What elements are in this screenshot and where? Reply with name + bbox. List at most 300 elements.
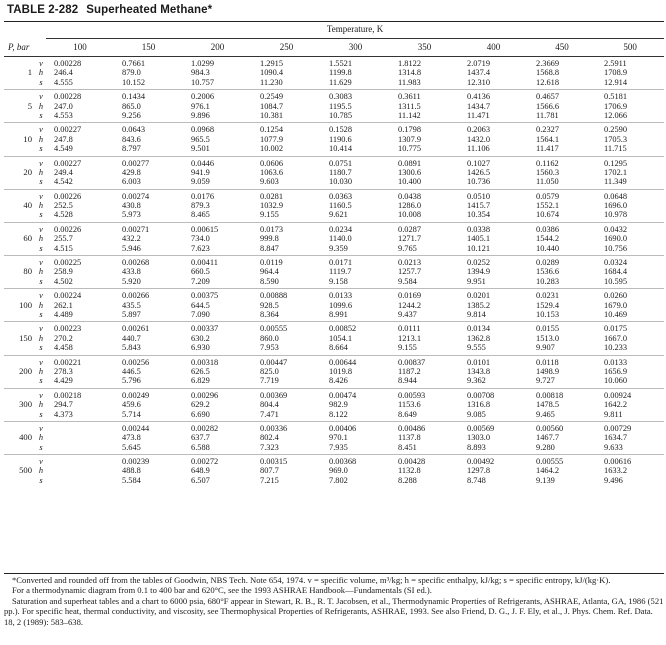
value-v: 0.00227 [54, 125, 82, 135]
value-h: 928.5 [260, 300, 279, 310]
pressure-value: 300 [19, 399, 32, 410]
table-cell [528, 289, 596, 322]
table-cell [183, 289, 252, 322]
value-s: 7.719 [260, 376, 279, 386]
value-v: 0.00218 [54, 390, 82, 400]
value-v: 0.00228 [54, 92, 82, 102]
value-v: 0.0155 [536, 324, 560, 334]
value-h: 1257.7 [398, 267, 422, 277]
value-v: 1.0299 [191, 59, 215, 68]
value-v: 0.5181 [604, 92, 628, 102]
value-v: 0.0606 [260, 158, 284, 168]
value-h: 1705.3 [604, 134, 628, 144]
table-cell [528, 90, 596, 123]
value-h: 879.3 [191, 201, 210, 211]
table-cell [528, 256, 596, 289]
value-v: 0.00368 [329, 457, 357, 467]
value-v: 0.0231 [536, 291, 560, 301]
table-cell [252, 189, 321, 222]
value-h: 459.6 [122, 400, 141, 410]
value-s: 11.106 [467, 144, 490, 154]
table-cell [114, 355, 183, 388]
table-cell [390, 322, 459, 355]
table-cell [459, 256, 528, 289]
table-cell [46, 222, 114, 255]
table-cell [390, 388, 459, 421]
pressure-block [4, 189, 664, 222]
value-h: 430.8 [122, 201, 141, 211]
pressure-value: 60 [23, 233, 32, 244]
table-cell [46, 189, 114, 222]
value-v: 0.4657 [536, 92, 560, 102]
value-v: 0.00492 [467, 457, 495, 467]
value-v: 0.00555 [260, 324, 288, 334]
value-h: 825.0 [260, 366, 279, 376]
value-s: 11.715 [604, 144, 627, 154]
value-s: 8.748 [467, 475, 486, 485]
value-h: 1464.2 [536, 466, 560, 476]
value-h: 982.9 [329, 400, 348, 410]
pressure-block [4, 156, 664, 189]
value-h: 865.0 [122, 101, 141, 111]
value-v: 0.00569 [467, 423, 495, 433]
value-v: 0.00256 [122, 357, 150, 367]
value-h: 648.9 [191, 466, 210, 476]
table-cell [390, 57, 459, 90]
value-s: 6.507 [191, 475, 210, 485]
value-s: 8.991 [329, 309, 348, 319]
value-s: 5.946 [122, 243, 141, 253]
value-s: 10.440 [536, 243, 560, 253]
table-cell [252, 289, 321, 322]
table-cell [183, 189, 252, 222]
table-cell [321, 189, 390, 222]
value-s: 9.085 [467, 409, 486, 419]
table-cell [596, 289, 664, 322]
value-h: 1708.9 [604, 68, 628, 78]
value-v: 0.00708 [467, 390, 495, 400]
value-v: 1.2915 [260, 59, 284, 68]
value-s: 8.664 [329, 343, 348, 353]
value-h: 258.9 [54, 267, 73, 277]
value-h: 1667.0 [604, 333, 628, 343]
value-v: 0.0643 [122, 125, 146, 135]
value-h: 1394.9 [467, 267, 491, 277]
value-h: 1195.5 [329, 101, 352, 111]
value-v: 0.0510 [467, 191, 491, 201]
value-h: 1090.4 [260, 68, 284, 78]
table-cell [114, 57, 183, 90]
value-s: 10.121 [467, 243, 491, 253]
value-s: 5.920 [122, 276, 141, 286]
table-cell [114, 123, 183, 156]
value-h: 1199.8 [329, 68, 352, 78]
value-h: 432.2 [122, 234, 141, 244]
value-h: 1132.8 [398, 466, 421, 476]
value-h: 879.0 [122, 68, 141, 78]
pressure-block [4, 388, 664, 421]
value-h: 440.7 [122, 333, 141, 343]
value-h: 1568.8 [536, 68, 560, 78]
table-cell [459, 355, 528, 388]
table-title [7, 4, 212, 16]
value-v: 0.2006 [191, 92, 215, 102]
value-s: 10.756 [604, 243, 628, 253]
pressure-value: 200 [19, 365, 32, 376]
value-s: 10.674 [536, 210, 560, 220]
value-v: 0.00268 [122, 258, 150, 268]
value-s: 9.362 [467, 376, 486, 386]
table-cell [183, 355, 252, 388]
table-cell [459, 455, 528, 488]
value-h: 1467.7 [536, 433, 560, 443]
value-s: 9.155 [260, 210, 279, 220]
value-s: 7.090 [191, 309, 210, 319]
temperature-header: 250 [252, 39, 321, 57]
table-cell [114, 90, 183, 123]
pressure-block [4, 222, 664, 255]
value-s: 4.542 [54, 177, 73, 187]
table-cell [46, 57, 114, 90]
table-cell [596, 421, 664, 454]
value-h: 1303.0 [467, 433, 491, 443]
table-cell [528, 388, 596, 421]
value-s: 9.907 [536, 343, 555, 353]
pressure-value: 5 [27, 100, 32, 111]
value-s: 9.555 [467, 343, 486, 353]
table-cell [46, 256, 114, 289]
value-v: 0.0363 [329, 191, 353, 201]
property-symbols: v h s [38, 158, 44, 187]
table-cell [390, 421, 459, 454]
value-s: 5.714 [122, 409, 141, 419]
value-v: 0.00818 [536, 390, 564, 400]
table-cell [321, 123, 390, 156]
value-s: 10.978 [604, 210, 628, 220]
table-cell [528, 222, 596, 255]
value-h: 1633.2 [604, 466, 628, 476]
value-s: 6.588 [191, 442, 210, 452]
value-s: 4.553 [54, 110, 73, 120]
value-v: 0.00428 [398, 457, 426, 467]
value-v: 0.0432 [604, 224, 628, 234]
value-s: 10.060 [604, 376, 628, 386]
property-symbols: v h s [38, 457, 44, 485]
value-s: 10.785 [329, 110, 353, 120]
value-v: 0.00644 [329, 357, 357, 367]
value-s: 9.584 [398, 276, 417, 286]
value-s: 4.373 [54, 409, 73, 419]
value-h: 965.5 [191, 134, 210, 144]
value-h: 976.1 [191, 101, 210, 111]
value-v: 0.0213 [398, 258, 422, 268]
value-h: 629.2 [191, 400, 210, 410]
value-v: 0.0338 [467, 224, 491, 234]
value-s: 8.893 [467, 442, 486, 452]
value-s: 8.590 [260, 276, 279, 286]
value-s: 9.496 [604, 475, 623, 485]
value-v: 2.0719 [467, 59, 491, 68]
table-cell [114, 289, 183, 322]
value-s: 4.489 [54, 309, 73, 319]
value-s: 4.528 [54, 210, 73, 220]
value-s: 9.437 [398, 309, 417, 319]
pressure-value: 150 [19, 332, 32, 343]
value-h: 644.5 [191, 300, 210, 310]
value-v: 0.2063 [467, 125, 491, 135]
value-s: 6.930 [191, 343, 210, 353]
table-cell [46, 156, 114, 189]
value-s: 10.757 [191, 77, 215, 87]
table-name: Superheated Methane* [86, 4, 213, 16]
value-s [54, 443, 113, 452]
pressure-value: 100 [19, 299, 32, 310]
pressure-value: 1 [27, 67, 32, 78]
table-cell [114, 189, 183, 222]
table-cell [183, 388, 252, 421]
value-s: 5.843 [122, 343, 141, 353]
footnote: For a thermodynamic diagram from 0.1 to 400 bar and 620°C, see the 1993 ASHRAE Handbook—Fundamentals (SI ed.). [12, 585, 432, 596]
value-v: 0.1434 [122, 92, 146, 102]
pressure-value: 40 [23, 200, 32, 211]
value-v: 0.00729 [604, 423, 632, 433]
value-h: 630.2 [191, 333, 210, 343]
value-h: 1684.4 [604, 267, 628, 277]
value-s: 6.690 [191, 409, 210, 419]
table-cell [321, 222, 390, 255]
value-v: 0.00318 [191, 357, 219, 367]
table-cell [390, 90, 459, 123]
value-s: 9.158 [329, 276, 348, 286]
value-s: 8.649 [398, 409, 417, 419]
value-v: 0.00406 [329, 423, 357, 433]
value-s: 9.256 [122, 110, 141, 120]
value-h: 1560.3 [536, 167, 560, 177]
value-h: 984.3 [191, 68, 210, 78]
pressure-value: 10 [23, 133, 32, 144]
table-cell [390, 123, 459, 156]
value-v: 0.00336 [260, 423, 288, 433]
value-s: 8.122 [329, 409, 348, 419]
value-s: 4.502 [54, 276, 73, 286]
value-v: 0.00261 [122, 324, 150, 334]
value-s: 6.829 [191, 376, 210, 386]
table-cell [114, 455, 183, 488]
value-v: 0.0751 [329, 158, 353, 168]
table-cell [390, 289, 459, 322]
value-v: 0.00221 [54, 357, 82, 367]
value-h: 1063.6 [260, 167, 284, 177]
table-cell [390, 222, 459, 255]
table-cell [459, 388, 528, 421]
value-v: 0.1027 [467, 158, 491, 168]
value-v: 0.0438 [398, 191, 422, 201]
value-s: 4.555 [54, 77, 73, 87]
value-v: 0.00223 [54, 324, 82, 334]
table-cell [459, 156, 528, 189]
property-symbols: v h s [38, 191, 44, 220]
value-v: 0.4136 [467, 92, 491, 102]
table-cell [46, 421, 114, 454]
table-cell [528, 123, 596, 156]
value-s: 9.501 [191, 144, 210, 154]
value-v: 0.0111 [398, 324, 421, 334]
table-cell [459, 222, 528, 255]
table-cell [459, 57, 528, 90]
table-cell [46, 388, 114, 421]
value-v: 0.0171 [329, 258, 353, 268]
table-cell [596, 123, 664, 156]
value-v: 0.0386 [536, 224, 560, 234]
value-h: 999.8 [260, 234, 279, 244]
table-cell [459, 189, 528, 222]
value-s [54, 476, 113, 485]
value-v: 0.0289 [536, 258, 560, 268]
value-s: 5.645 [122, 442, 141, 452]
value-v: 0.0133 [329, 291, 353, 301]
value-h: 1544.2 [536, 234, 560, 244]
value-s: 10.381 [260, 110, 284, 120]
value-s: 11.983 [398, 77, 421, 87]
value-s: 9.621 [329, 210, 348, 220]
value-s: 10.233 [604, 343, 628, 353]
value-v: 0.0175 [604, 324, 628, 334]
value-h: 1426.5 [467, 167, 491, 177]
value-h: 1119.7 [329, 267, 352, 277]
value-s: 10.153 [536, 309, 560, 319]
value-v: 0.00593 [398, 390, 426, 400]
value-h: 1552.1 [536, 201, 560, 211]
value-h: 1190.6 [329, 134, 352, 144]
value-h: 1077.9 [260, 134, 284, 144]
value-v: 0.0118 [536, 357, 559, 367]
value-h: 249.4 [54, 167, 73, 177]
value-v: 0.0201 [467, 291, 491, 301]
property-symbols: v h s [38, 291, 44, 319]
value-s: 9.465 [536, 409, 555, 419]
value-h: 1405.1 [467, 234, 491, 244]
value-v: 0.0648 [604, 191, 628, 201]
value-h: 1271.7 [398, 234, 422, 244]
table-cell [528, 156, 596, 189]
value-h: 1536.6 [536, 267, 560, 277]
table-cell [46, 322, 114, 355]
value-s: 11.349 [604, 177, 627, 187]
table-cell [596, 222, 664, 255]
value-h: 969.0 [329, 466, 348, 476]
value-v: 0.00852 [329, 324, 357, 334]
value-s: 12.066 [604, 110, 628, 120]
value-s: 10.002 [260, 144, 284, 154]
table-cell [596, 322, 664, 355]
temperature-caption-row [4, 22, 664, 39]
temperature-header: 200 [183, 39, 252, 57]
table-cell [183, 156, 252, 189]
header-row [4, 39, 664, 57]
table-cell [46, 455, 114, 488]
table-cell [596, 57, 664, 90]
value-h: 252.5 [54, 201, 73, 211]
table-cell [114, 388, 183, 421]
table-cell [252, 256, 321, 289]
pressure-block [4, 421, 664, 454]
value-h: 1690.0 [604, 234, 628, 244]
value-s: 9.814 [467, 309, 486, 319]
value-v: 0.00277 [122, 158, 150, 168]
value-h: 802.4 [260, 433, 279, 443]
table-cell [252, 222, 321, 255]
value-s: 9.359 [329, 243, 348, 253]
value-v: 0.00274 [122, 191, 150, 201]
value-v: 0.00837 [398, 357, 426, 367]
value-v: 0.3611 [398, 92, 421, 102]
value-h: 270.2 [54, 333, 73, 343]
value-h: 941.9 [191, 167, 210, 177]
value-s: 10.400 [398, 177, 422, 187]
value-s: 8.797 [122, 144, 141, 154]
value-v [54, 457, 113, 466]
value-h: 488.8 [122, 466, 141, 476]
value-h: 1362.8 [467, 333, 491, 343]
footnote: Saturation and superheat tables and a chart to 6000 psia, 680°F appear in Stewart, R. B., R. T. Jacobsen, et al., Thermodynamic Properties of Refrigerants, ASHRAE, Atlanta, GA, 1986 (521 pp.). For specific heat, thermal conductivity, and viscosity, see Thermophysical Properties of Refrigerants, ASHRAE, 1993. See also Friend, D. G., J. F. Ely, et al., J. Phys. Chem. Ref. Data. 18, 2 (1989): 583–638. [4, 595, 664, 627]
value-h: 1307.9 [398, 134, 422, 144]
value-h: 807.7 [260, 466, 279, 476]
value-v: 0.00924 [604, 390, 632, 400]
value-h: 637.7 [191, 433, 210, 443]
value-h: 1696.0 [604, 201, 628, 211]
value-v: 0.0579 [536, 191, 560, 201]
value-s: 11.050 [536, 177, 559, 187]
table-cell [252, 421, 321, 454]
value-s: 8.288 [398, 475, 417, 485]
table-number: TABLE 2-282 [7, 4, 79, 16]
value-v: 0.0287 [398, 224, 422, 234]
value-s: 8.944 [398, 376, 417, 386]
pressure-value: 20 [23, 166, 32, 177]
pressure-block [4, 90, 664, 123]
value-h: 970.1 [329, 433, 348, 443]
table-cell [321, 322, 390, 355]
value-h: 1099.6 [329, 300, 353, 310]
table-cell [390, 455, 459, 488]
value-s: 8.451 [398, 442, 417, 452]
property-symbols: v h s [38, 324, 44, 353]
value-s: 6.003 [122, 177, 141, 187]
value-h: 1513.0 [536, 333, 560, 343]
value-v: 0.2327 [536, 125, 560, 135]
value-v: 2.5911 [604, 59, 627, 68]
value-s: 5.973 [122, 210, 141, 220]
value-v: 0.0176 [191, 191, 215, 201]
value-v: 0.00560 [536, 423, 564, 433]
value-v: 0.0234 [329, 224, 353, 234]
value-v: 0.00249 [122, 390, 150, 400]
footnote: *Converted and rounded off from the tables of Goodwin, NBS Tech. Note 654, 1974. v = specific volume, m³/kg; h = specific enthalpy, kJ/kg; s = specific entropy, kJ/(kg·K). [12, 575, 611, 585]
table-cell [321, 355, 390, 388]
table-cell [114, 222, 183, 255]
value-h: 1084.7 [260, 101, 284, 111]
table-cell [252, 388, 321, 421]
value-s: 7.953 [260, 343, 279, 353]
pressure-value: 80 [23, 266, 32, 277]
value-v: 0.00615 [191, 224, 219, 234]
property-symbols: v h s [38, 92, 44, 120]
table-cell [390, 256, 459, 289]
pressure-block [4, 256, 664, 289]
table-cell [183, 256, 252, 289]
value-v: 0.0324 [604, 258, 628, 268]
value-s: 10.775 [398, 144, 422, 154]
